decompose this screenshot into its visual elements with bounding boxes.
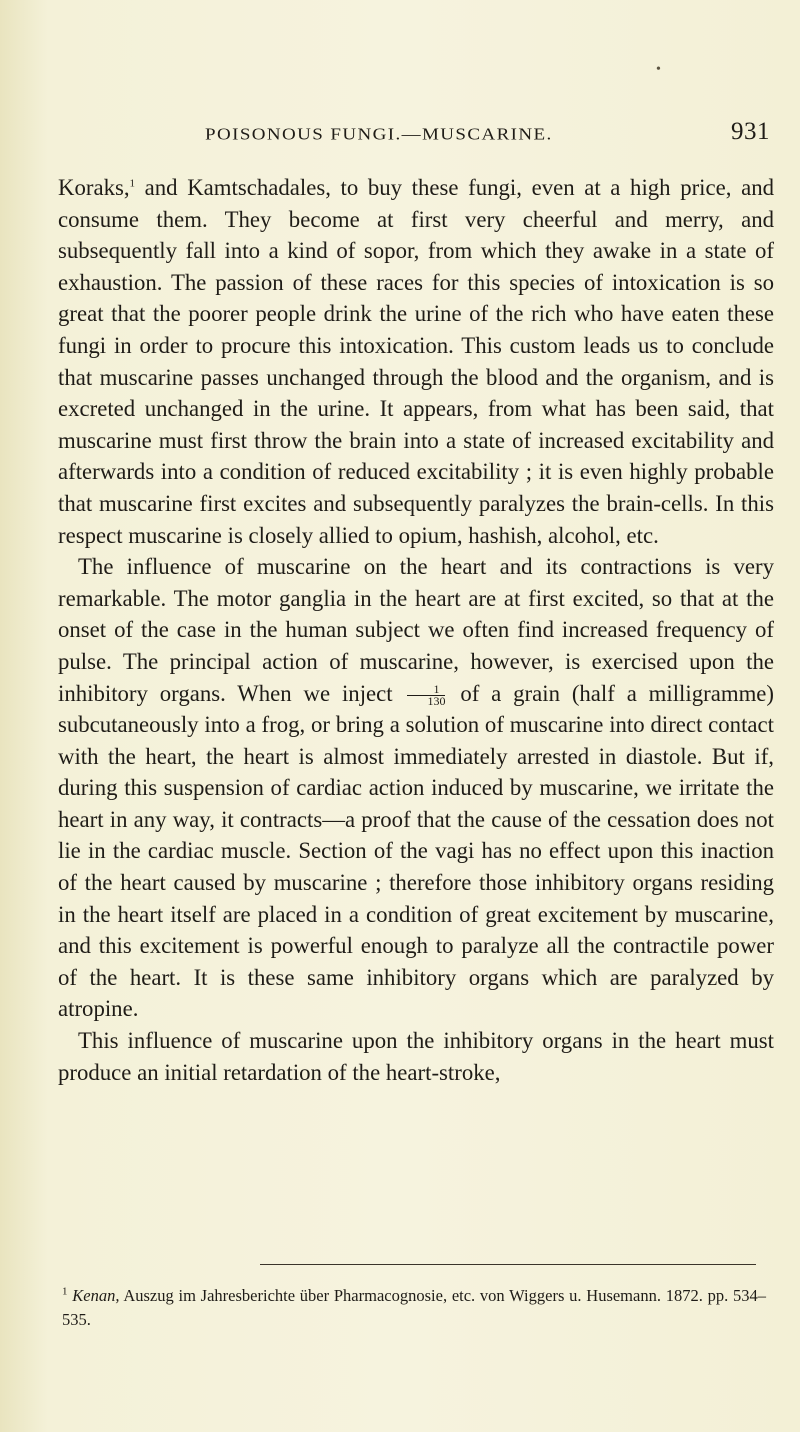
paragraph-2-text: of a grain (half a milligramme) subcutaneously into a frog, or bring a solution of muscarine into direct contact with the heart, the heart is almost immediately arrested in diastole. But if, during this suspension of cardiac action induced by muscarine, we irritate the heart in any way, it contracts—a proof that the cause of the cessation does not lie in the cardiac muscle. Section of the vagi has no effect upon this inaction of the heart caused by muscarine ; therefore those inhibitory organs residing in the heart itself are placed in a condition of great excitement by muscarine, and this excitement is powerful enough to paralyze all the contractile power of the heart. It is these same inhibitory organs which are paralyzed by atropine. (58, 680, 775, 1022)
body-text (58, 172, 774, 1088)
footnote-divider (260, 1264, 756, 1265)
footnote-text: Auszug im Jahresberichte über Pharmacognosie, etc. von Wiggers u. Husemann. 1872. pp. 534–535. (62, 1286, 766, 1329)
paragraph-1-text: and Kamtschadales, to buy these fungi, even at a high price, and consume them. They become at first very cheerful and merry, and subsequently fall into a kind of sopor, from which they awake in a state of exhaustion. The passion of these races for this species of intoxication is so great that the poorer people drink the urine of the rich who have eaten these fungi in order to procure this intoxication. This custom leads us to conclude that muscarine passes unchanged through the blood and the organism, and is excreted unchanged in the urine. It appears, from what has been said, that muscarine must first throw the brain into a state of increased excitability and afterwards into a condition of reduced excitability ; it is even highly probable that muscarine first excites and subsequently paralyzes the brain-cells. In this respect muscarine is closely allied to opium, hashish, alcohol, etc. (58, 175, 774, 548)
footnote-author: Kenan, (72, 1286, 120, 1305)
paragraph-2 (58, 551, 774, 1025)
page-header (205, 118, 770, 148)
paragraph-1-start: Koraks, (58, 175, 130, 200)
footnote-mark: 1 (62, 1285, 68, 1298)
page-number: 931 (731, 118, 770, 145)
fraction-denominator: 130 (427, 693, 446, 708)
paragraph-2-start: The influence of muscarine on the heart and its contractions is very remarkable. The motor ganglia in the heart are at first excited, so that at the onset of the case in the human subject we often find increased frequency of pulse. The principal action of muscarine, however, is exercised upon the inhibitory organs. When we inject (58, 554, 774, 706)
running-head: POISONOUS FUNGI.—MUSCARINE. (205, 125, 553, 145)
footnote-reference: 1 (129, 177, 136, 190)
paragraph-3: This influence of muscarine upon the inhibitory organs in the heart must produce an initial retardation of the heart-stroke, (58, 1028, 774, 1085)
footnote (62, 1284, 766, 1332)
page-speck: • (656, 62, 661, 77)
paragraph-1 (58, 172, 774, 551)
fraction-dose (407, 681, 446, 708)
fraction-numerator: 1 (407, 684, 445, 696)
